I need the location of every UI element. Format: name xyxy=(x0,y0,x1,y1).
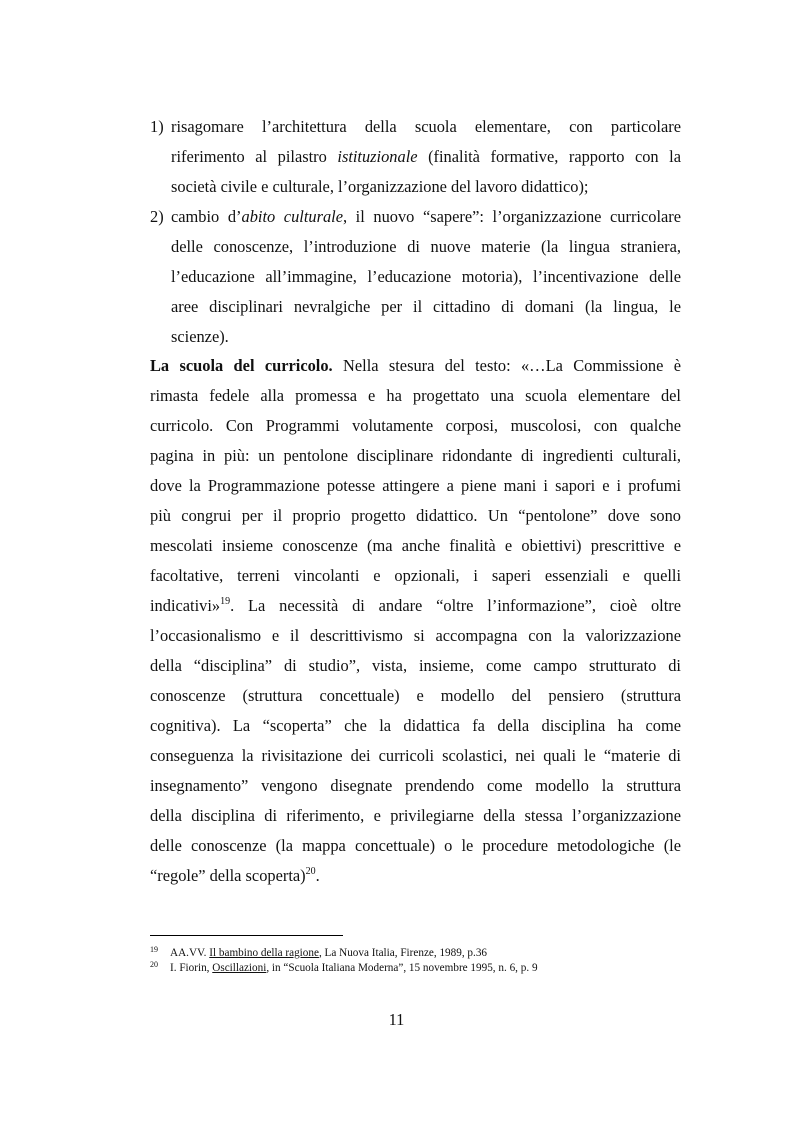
footnote-title: Oscillazioni xyxy=(212,962,267,974)
paragraph-line: conseguenza la rivisitazione dei curricoli scolastici, nei quali le “materie di xyxy=(150,746,681,765)
paragraph-line: dove la Programmazione potesse attingere a piene mani i sapori e i profumi xyxy=(150,476,681,495)
list-number: 2) xyxy=(150,207,164,226)
emphasis: abito culturale xyxy=(241,207,343,226)
paragraph-line: mescolati insieme conoscenze (ma anche finalità e obiettivi) prescrittive e xyxy=(150,536,681,555)
paragraph-line: conoscenze (struttura concettuale) e modello del pensiero (struttura xyxy=(150,686,681,705)
paragraph-line: cognitiva). La “scoperta” che la didattica fa della disciplina ha come xyxy=(150,716,681,735)
paragraph-line: pagina in più: un pentolone disciplinare ridondante di ingredienti culturali, xyxy=(150,446,681,465)
page-number: 11 xyxy=(388,1010,405,1029)
paragraph-line: della “disciplina” di studio”, vista, insieme, come campo strutturato di xyxy=(150,656,681,675)
list-number: 1) xyxy=(150,117,164,136)
paragraph-line: più congrui per il proprio progetto didattico. Un “pentolone” dove sono xyxy=(150,506,681,525)
list-item-line: delle conoscenze, l’introduzione di nuove materie (la lingua straniera, xyxy=(171,237,681,256)
footnote-19: 19 AA.VV. Il bambino della ragione, La Nuova Italia, Firenze, 1989, p.36 xyxy=(150,945,488,959)
section-heading: La scuola del curricolo. xyxy=(150,356,333,375)
list-item-line: risagomare l’architettura della scuola elementare, con particolare xyxy=(171,117,681,136)
paragraph-line: indicativi»$^{19}$. La necessità di andare “oltre l’informazione”, cioè oltre xyxy=(150,596,681,615)
footnote-divider xyxy=(150,935,343,936)
paragraph-line: rimasta fedele alla promessa e ha progettato una scuola elementare del xyxy=(150,386,681,405)
footnote-title: Il bambino della ragione xyxy=(209,947,319,959)
paragraph-line: delle conoscenze (la mappa concettuale) o le procedure metodologiche (le xyxy=(150,836,681,855)
list-item-line: società civile e culturale, l’organizzazione del lavoro didattico); xyxy=(171,177,589,196)
paragraph-line: “regole” della scoperta)$^{20}$. xyxy=(150,866,320,885)
emphasis: istituzionale xyxy=(337,147,418,166)
footnote-ref: 20 xyxy=(305,866,316,877)
list-item-line: l’educazione all’immagine, l’educazione motoria), l’incentivazione delle xyxy=(171,267,681,286)
paragraph-line: della disciplina di riferimento, e privilegiarne della stessa l’organizzazione xyxy=(150,806,681,825)
footnote-number: 20 xyxy=(150,960,158,969)
list-item-line: scienze). xyxy=(171,327,229,346)
list-item-line: cambio d’abito culturale, il nuovo “sapere”: l’organizzazione curricolare xyxy=(171,207,682,226)
paragraph-line: La scuola del curricolo. Nella stesura del testo: «…La Commissione è xyxy=(150,356,681,375)
footnote-ref: 19 xyxy=(220,596,231,607)
footnote-20: 20 I. Fiorin, Oscillazioni, in “Scuola Italiana Moderna”, 15 novembre 1995, n. 6, p. 9 xyxy=(150,960,538,974)
footnote-number: 19 xyxy=(150,945,158,954)
list-item-line: aree disciplinari nevralgiche per il cittadino di domani (la lingua, le xyxy=(171,297,681,316)
paragraph-line: insegnamento” vengono disegnate prendendo come modello la struttura xyxy=(150,776,681,795)
paragraph-line: curricolo. Con Programmi volutamente corposi, muscolosi, con qualche xyxy=(150,416,681,435)
paragraph-line: facoltative, terreni vincolanti e opzionali, i saperi essenziali e quelli xyxy=(150,566,681,585)
list-item-line: riferimento al pilastro istituzionale (finalità formative, rapporto con la xyxy=(171,147,682,166)
paragraph-line: l’occasionalismo e il descrittivismo si accompagna con la valorizzazione xyxy=(150,626,681,645)
